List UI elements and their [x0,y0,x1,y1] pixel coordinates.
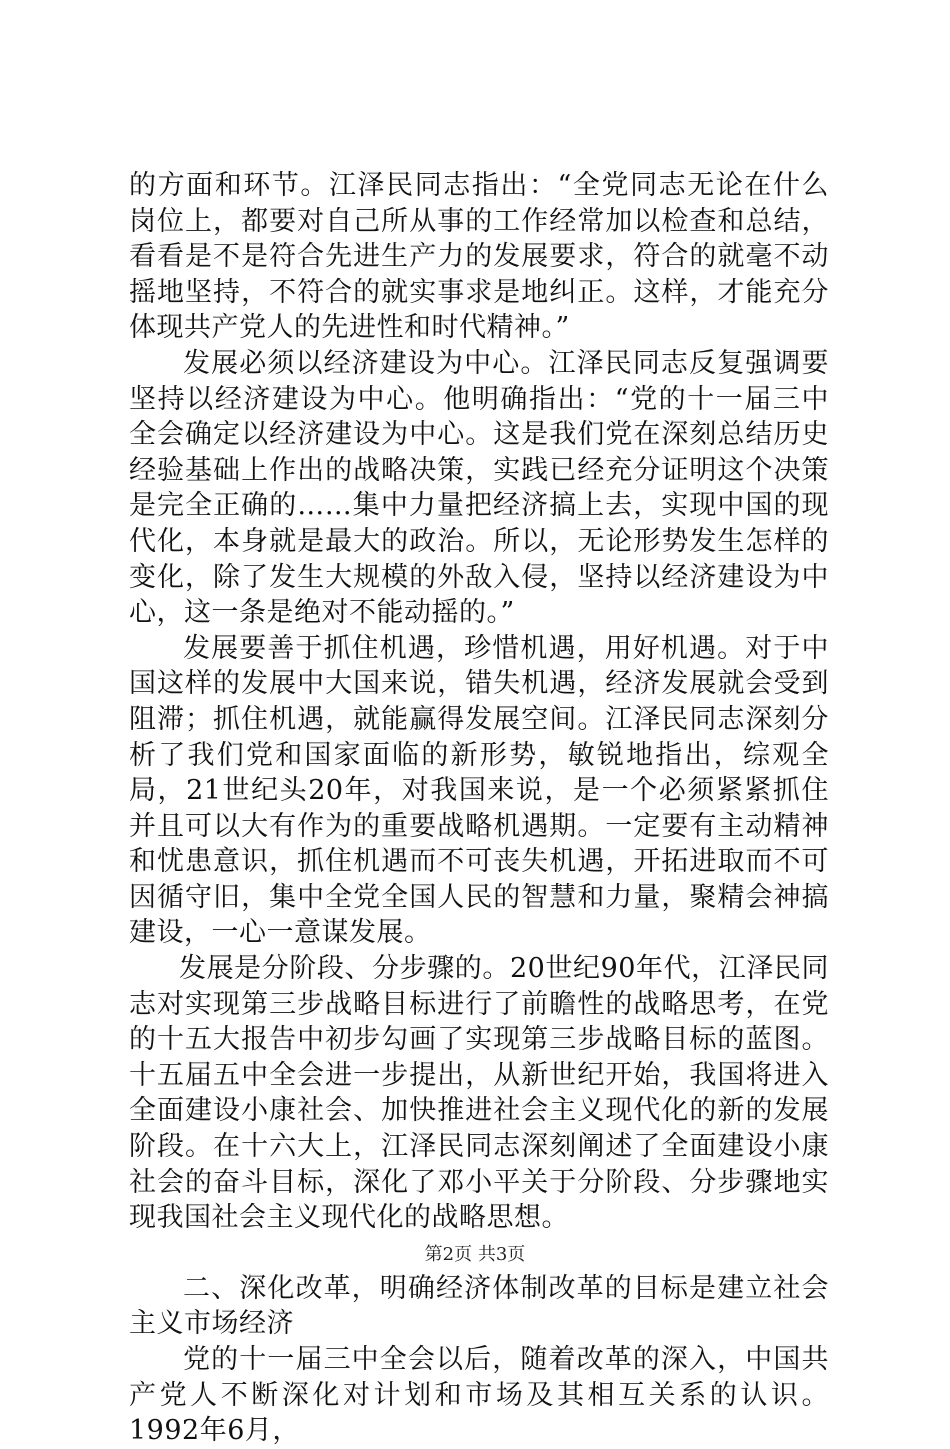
paragraph-opportunity: 发展要善于抓住机遇，珍惜机遇，用好机遇。对于中国这样的发展中大国来说，错失机遇，经济发展就会受到阻滞；抓住机遇，就能赢得发展空间。江泽民同志深刻分析了我们党和国家面临的新形势，敏锐地指出，综观全局，21世纪头20年，对我国来说，是一个必须紧紧抓住并且可以大有作为的重要战略机遇期。一定要有主动精神和忧患意识，抓住机遇而不可丧失机遇，开拓进取而不可因循守旧，集中全党全国人民的智慧和力量，聚精会神搞建设，一心一意谋发展。 [129,632,829,949]
section-heading: 二、深化改革，明确经济体制改革的目标是建立社会主义市场经济 [129,1272,829,1340]
paragraph-reform: 党的十一届三中全会以后，随着改革的深入，中国共产党人不断深化对计划和市场及其相互关系的认识。1992年6月， [129,1344,829,1447]
paragraph-stages: 发展是分阶段、分步骤的。20世纪90年代，江泽民同志对实现第三步战略目标进行了前瞻性的战略思考，在党的十五大报告中初步勾画了实现第三步战略目标的蓝图。十五届五中全会进一步提出，从新世纪开始，我国将进入全面建设小康社会、加快推进社会主义现代化的新的发展阶段。在十六大上，江泽民同志深刻阐述了全面建设小康社会的奋斗目标，深化了邓小平关于分阶段、分步骤地实现我国社会主义现代化的战略思想。 [129,953,829,1234]
paragraph-continuation: 的方面和环节。江泽民同志指出：“全党同志无论在什么岗位上，都要对自己所从事的工作经常加以检查和总结，看看是不是符合先进生产力的发展要求，符合的就毫不动摇地坚持，不符合的就实事求是地纠正。这样，才能充分体现共产党人的先进性和时代精神。” [129,170,829,344]
page-footer: 第2页 共3页 [424,1244,526,1265]
paragraph-economic-center: 发展必须以经济建设为中心。江泽民同志反复强调要坚持以经济建设为中心。他明确指出：“党的十一届三中全会确定以经济建设为中心。这是我们党在深刻总结历史经验基础上作出的战略决策，实践已经充分证明这个决策是完全正确的……集中力量把经济搞上去，实现中国的现代化，本身就是最大的政治。所以，无论形势发生怎样的变化，除了发生大规模的外敌入侵，坚持以经济建设为中心，这一条是绝对不能动摇的。” [129,347,829,629]
